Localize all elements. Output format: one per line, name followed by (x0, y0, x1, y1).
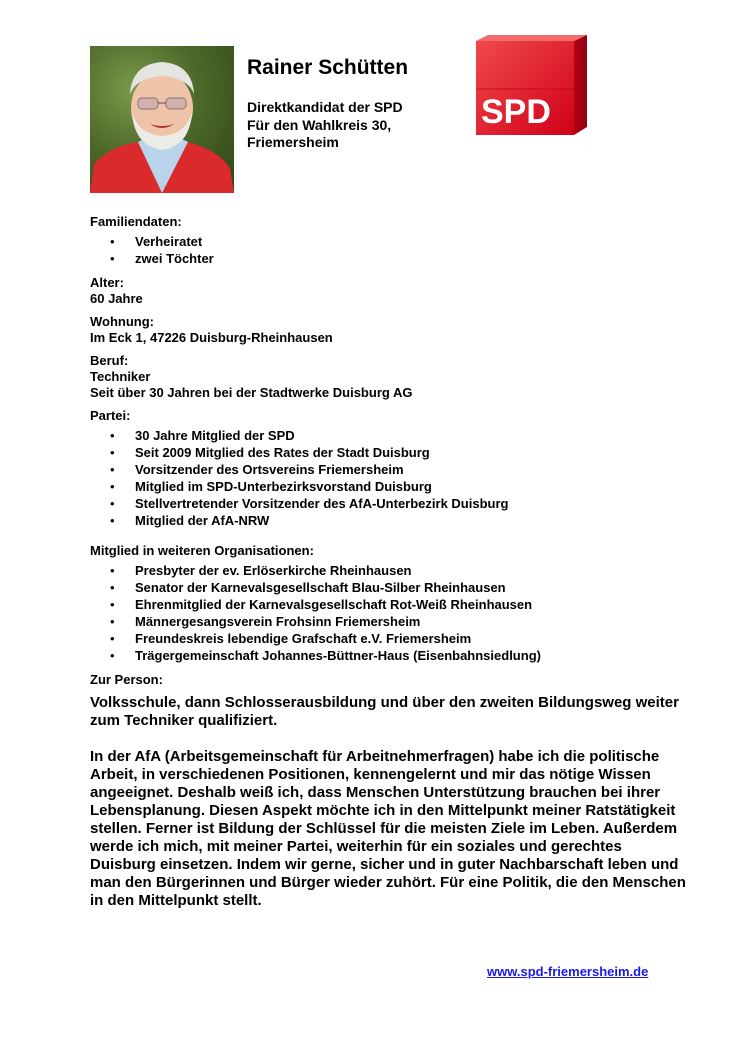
beruf-line: Techniker (90, 369, 151, 384)
profile-content (90, 214, 690, 910)
list-item: • Männergesangsverein Frohsinn Friemersheim (90, 613, 690, 630)
zur-person-paragraph: In der AfA (Arbeitsgemeinschaft für Arbeitnehmerfragen) habe ich die politische Arbeit, in verschiedenen Positionen, kennengelernt und mir das nötige Wissen angeeignet. Deshalb weiß ich, dass Menschen Unterstützung brauchen bei ihrer Lebensplanung. Diesen Aspekt möchte ich in den Mittelpunkt meiner Ratstätigkeit stellen. Ferner ist Bildung der Schlüssel für die meisten Ziele im Leben. Außerdem werde ich mich, mit meiner Partei, weiterhin für ein soziales und gerechtes Duisburg einsetzen. Indem wir gerne, sicher und in guter Nachbarschaft leben und man den Bürgerinnen und Bürger wieder zuhört. Für eine Politik, die den Menschen in den Mittelpunkt stellt. (90, 748, 686, 909)
zur-person-paragraph: Volksschule, dann Schlosserausbildung und über den zweiten Bildungsweg weiter zum Techniker qualifiziert. (90, 694, 679, 729)
list-item: • Senator der Karnevalsgesellschaft Blau-Silber Rheinhausen (90, 579, 690, 596)
list-item: • Verheiratet (90, 233, 690, 250)
beruf-line: Seit über 30 Jahren bei der Stadtwerke Duisburg AG (90, 385, 413, 400)
list-item: • Stellvertretender Vorsitzender des AfA-Unterbezirk Duisburg (90, 495, 690, 512)
spd-logo (474, 35, 588, 136)
wohnung-value: Im Eck 1, 47226 Duisburg-Rheinhausen (90, 330, 333, 345)
partei-list (90, 427, 690, 529)
familiendaten-label: Familiendaten: (90, 214, 182, 229)
list-item: • Freundeskreis lebendige Grafschaft e.V. Friemersheim (90, 630, 690, 647)
alter-section (90, 275, 690, 307)
portrait-photo (90, 46, 234, 193)
subtitle-line: Friemersheim (247, 134, 339, 150)
partei-label: Partei: (90, 408, 131, 423)
subtitle-line: Direktkandidat der SPD (247, 99, 403, 115)
list-item: • Presbyter der ev. Erlöserkirche Rheinhausen (90, 562, 690, 579)
list-item: • 30 Jahre Mitglied der SPD (90, 427, 690, 444)
organisationen-label: Mitglied in weiteren Organisationen: (90, 543, 314, 558)
wohnung-section (90, 314, 690, 346)
wohnung-label: Wohnung: (90, 314, 155, 329)
alter-label: Alter: (90, 275, 124, 290)
candidate-subtitle (247, 99, 403, 152)
list-item: • Trägergemeinschaft Johannes-Büttner-Haus (Eisenbahnsiedlung) (90, 647, 690, 664)
zur-person-label: Zur Person: (90, 672, 163, 687)
familiendaten-list (90, 233, 690, 267)
list-item: • zwei Töchter (90, 250, 690, 267)
logo-text: SPD (481, 93, 551, 131)
beruf-label: Beruf: (90, 353, 129, 368)
candidate-name: Rainer Schütten (247, 56, 409, 79)
beruf-section (90, 353, 690, 401)
list-item: • Seit 2009 Mitglied des Rates der Stadt Duisburg (90, 444, 690, 461)
organisationen-list (90, 562, 690, 664)
alter-value: 60 Jahre (90, 291, 143, 306)
website-link[interactable]: www.spd-friemersheim.de (487, 964, 649, 979)
list-item: • Ehrenmitglied der Karnevalsgesellschaft Rot-Weiß Rheinhausen (90, 596, 690, 613)
list-item: • Vorsitzender des Ortsvereins Friemersheim (90, 461, 690, 478)
list-item: • Mitglied der AfA-NRW (90, 512, 690, 529)
subtitle-line: Für den Wahlkreis 30, (247, 116, 392, 133)
list-item: • Mitglied im SPD-Unterbezirksvorstand Duisburg (90, 478, 690, 495)
